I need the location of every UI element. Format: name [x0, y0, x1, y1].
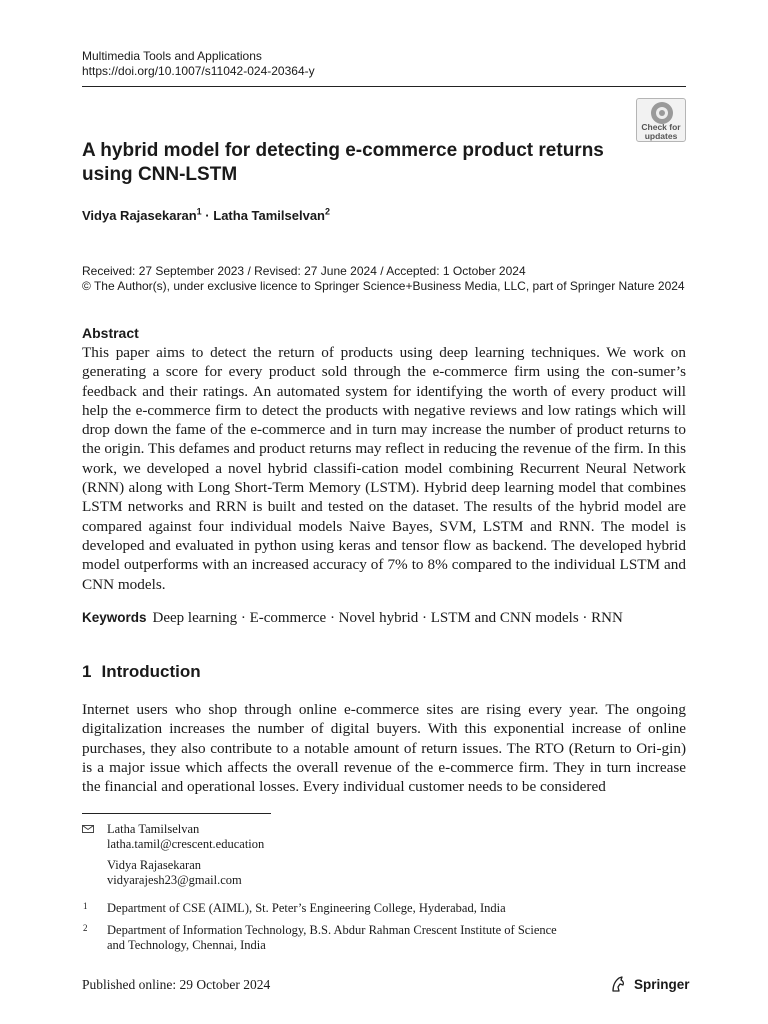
springer-horse-icon [610, 975, 626, 993]
introduction-text: Internet users who shop through online e-commerce sites are rising every year. The ongoing digitalization increases the number of digital buyers. With this exponential increase of online purchases, they also contribute to a notable amount of return issues. The RTO (Return to Ori-gin) is a major issue which affects the overall revenue of the e-commerce firm. They in turn increase the financial and operational losses. Every individual customer needs to be considered [82, 701, 686, 796]
journal-name: Multimedia Tools and Applications [82, 49, 262, 63]
footnote-rule [82, 813, 271, 814]
check-for-updates-badge[interactable] [636, 98, 686, 142]
author-1[interactable]: Vidya Rajasekaran [82, 208, 197, 223]
author-2-affiliation: 2 [325, 206, 331, 217]
section-heading-introduction [82, 661, 201, 682]
title-line2: using CNN-LSTM [82, 164, 238, 185]
header-rule [82, 86, 686, 87]
keywords-label: Keywords [82, 610, 147, 625]
title-line1: A hybrid model for detecting e-commerce product returns [82, 140, 604, 161]
abstract-text: This paper aims to detect the return of products using deep learning techniques. We work on generating a score for every product sold through the e-commerce firm using the con-sumer’s feedback and their ratings. An automated system for identifying the worth of every product will help the e-commerce firm to detect the products with negative reviews and low ratings which will drop down the fame of the e-commerce and in turn may increase the number of product returns to the origin. This defames and product returns may reflect in reducing the revenue of the firm. In this work, we developed a novel hybrid classifi-cation model combining Recurrent Neural Network (RNN) along with Long Short-Term Memory (LSTM). Hybrid deep learning model that combines LSTM networks and RRN is built and tested on the dataset. The results of the hybrid model are compared against four individual models Naive Bayes, SVM, LSTM and RNN. The model is developed and evaluated in python using keras and tensor flow as backend. The developed hybrid model outperforms with an increased accuracy of 7% to 8% compared to the individual LSTM and CNN models. [82, 344, 686, 593]
journal-header [82, 49, 315, 79]
doi-link[interactable]: https://doi.org/10.1007/s11042-024-20364-y [82, 64, 315, 78]
crossmark-icon [651, 102, 673, 124]
badge-line1: Check for [641, 122, 681, 132]
section-number: 1 [82, 662, 92, 681]
keywords [82, 608, 686, 628]
paper-title [82, 139, 642, 187]
contact-2-name: Vidya Rajasekaran [107, 858, 202, 872]
contact-2-email[interactable]: vidyarajesh23@gmail.com [107, 873, 242, 887]
affiliation-2-number: 2 [83, 923, 88, 933]
copyright-notice: © The Author(s), under exclusive licence to Springer Science+Business Media, LLC, part of Springer Nature 2024 [82, 279, 685, 293]
affiliation-2-line1: Department of Information Technology, B.S. Abdur Rahman Crescent Institute of Science [107, 923, 557, 937]
envelope-icon [82, 825, 94, 833]
affiliation-1: Department of CSE (AIML), St. Peter’s Engineering College, Hyderabad, India [107, 901, 506, 915]
author-separator: · [201, 208, 214, 223]
contact-1-email[interactable]: latha.tamil@crescent.education [107, 837, 265, 851]
author-list [82, 208, 330, 224]
article-dates: Received: 27 September 2023 / Revised: 27 June 2024 / Accepted: 1 October 2024 [82, 264, 526, 278]
affiliation-1-number: 1 [83, 901, 88, 911]
contact-1 [107, 822, 264, 852]
affiliation-2-line2: and Technology, Chennai, India [107, 938, 266, 952]
contact-2 [107, 858, 242, 888]
badge-line2: updates [644, 130, 678, 141]
author-1-affiliation: 1 [196, 206, 202, 217]
contact-1-name: Latha Tamilselvan [107, 822, 200, 836]
affiliation-2 [107, 923, 557, 953]
publisher-name: Springer [634, 977, 690, 992]
published-date: Published online: 29 October 2024 [82, 977, 271, 992]
abstract-heading: Abstract [82, 325, 139, 341]
author-2[interactable]: Latha Tamilselvan [213, 208, 325, 223]
keywords-list: Deep learning · E-commerce · Novel hybrid · LSTM and CNN models · RNN [152, 610, 623, 626]
section-title: Introduction [101, 662, 201, 681]
